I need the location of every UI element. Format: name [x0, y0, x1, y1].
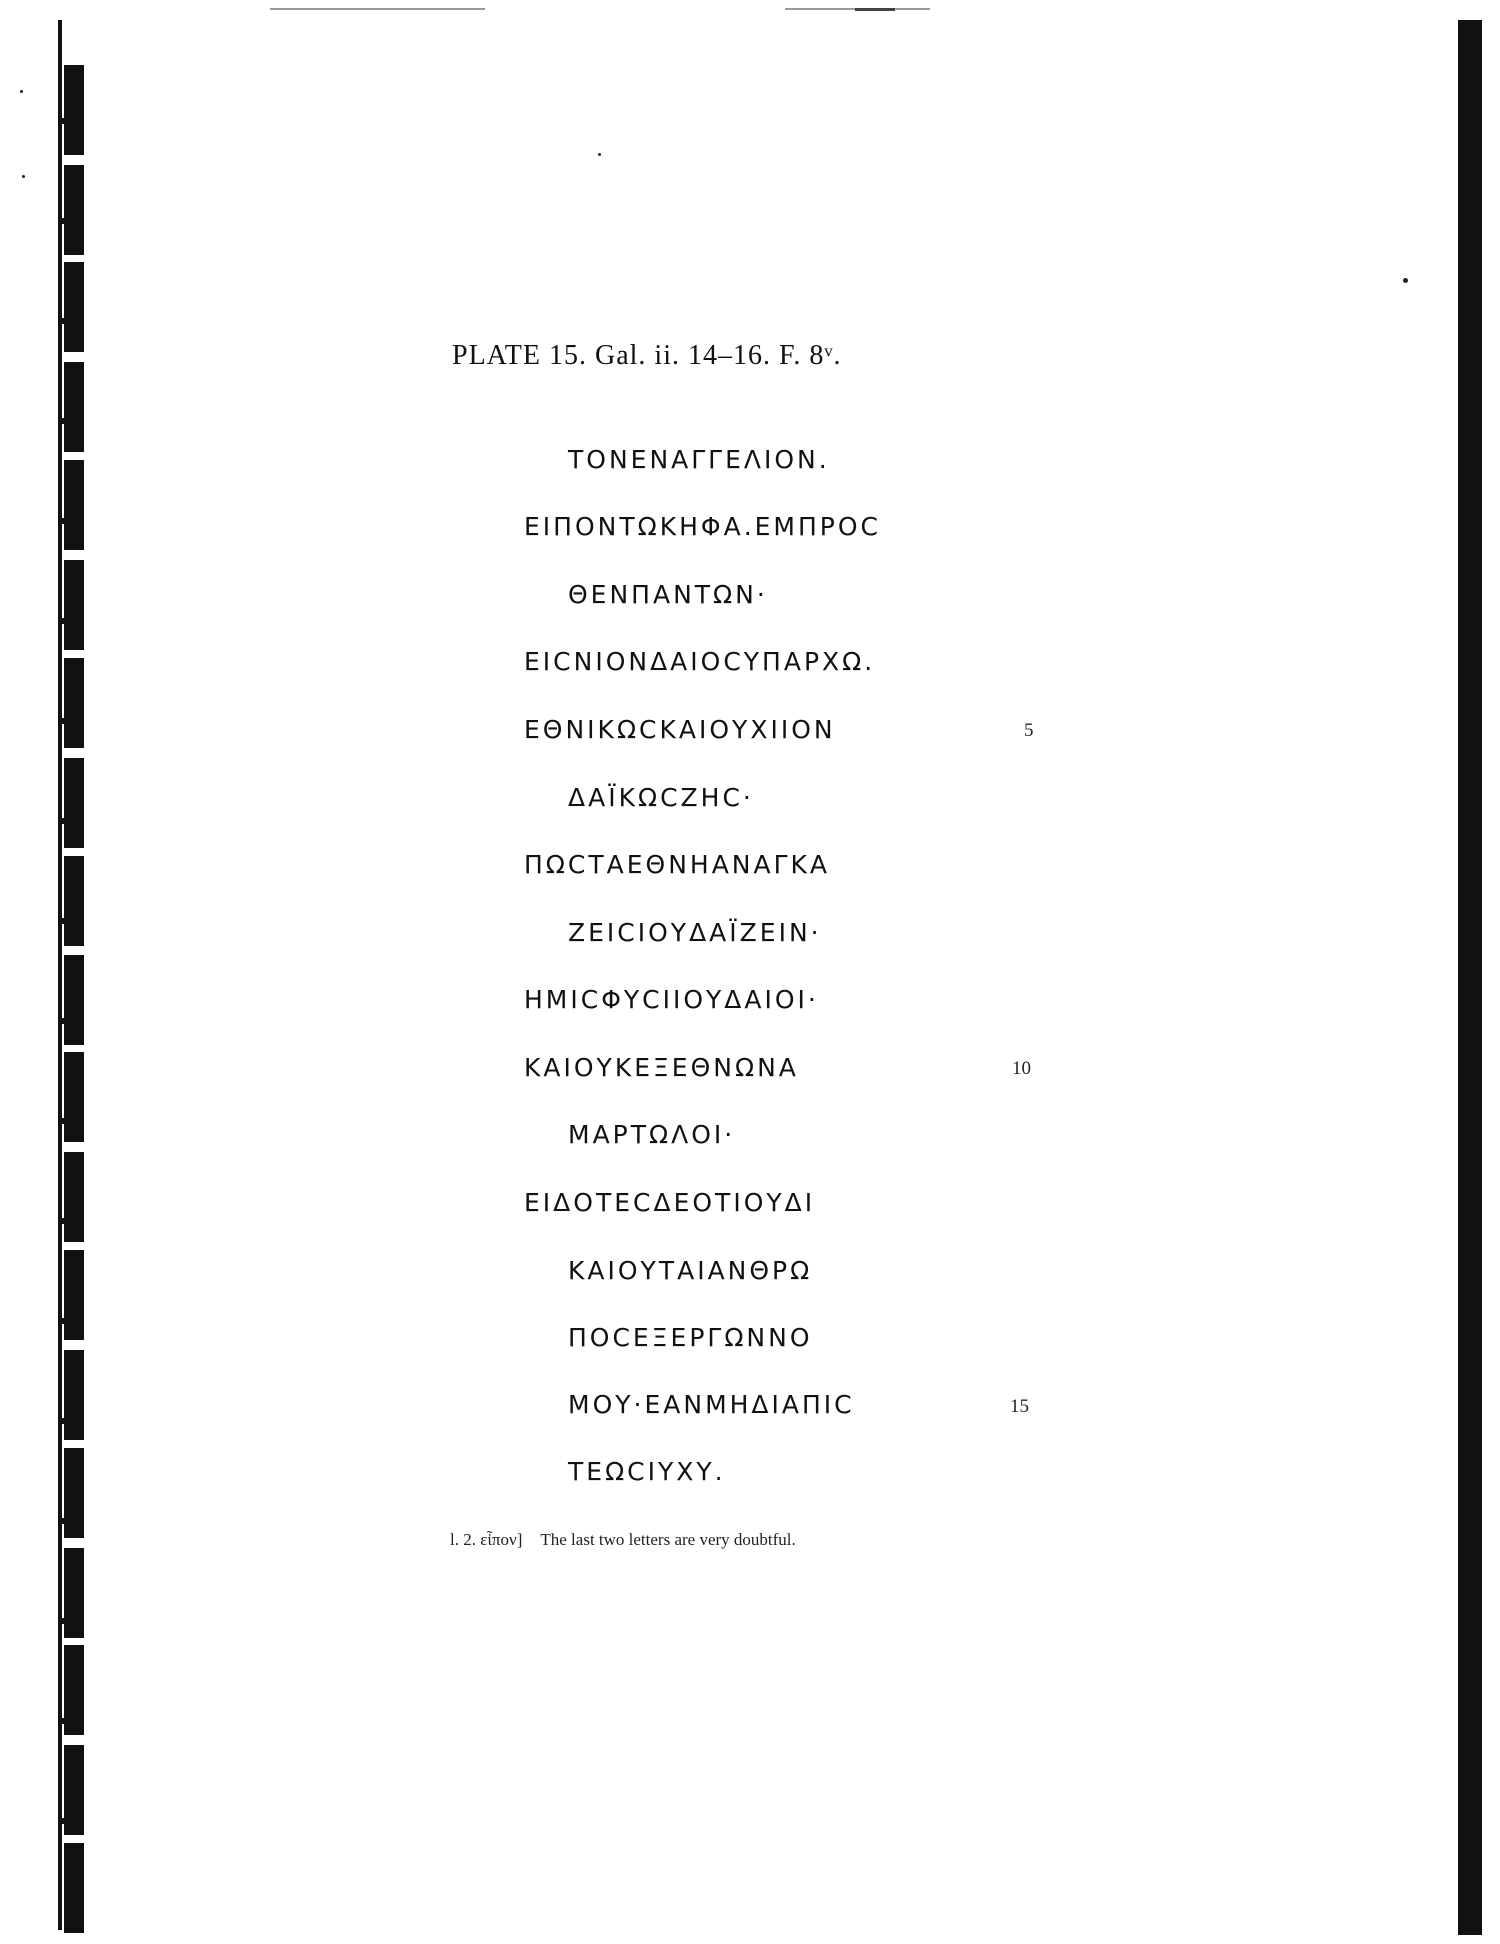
footnote-ref: l. 2. εἶπον]	[450, 1530, 523, 1549]
line-number-15: 15	[1010, 1396, 1029, 1417]
binding-block	[64, 1152, 84, 1242]
binding-notch	[58, 818, 70, 824]
stray-dot	[22, 175, 25, 178]
text-line-7: ΠΩϹΤΑΕΘΝΗΑΝΑΓΚΑ	[524, 850, 831, 879]
text-line-6: ΔΑΪΚΩϹΖΗϹ·	[568, 783, 754, 812]
plate-title: PLATE 15. Gal. ii. 14–16. F. 8ᵛ.	[452, 340, 842, 371]
text-line-8: ΖΕΙϹΙΟΥΔΑΪΖΕΙΝ·	[568, 918, 822, 947]
binding-notch	[58, 118, 70, 124]
binding-block	[64, 1350, 84, 1440]
binding-notch	[58, 318, 70, 324]
binding-notch	[58, 1618, 70, 1624]
text-line-10: ΚΑΙΟΥΚΕΞΕΘΝΩΝΑ	[524, 1053, 799, 1082]
text-line-2: ΕΙΠΟΝΤΩΚΗΦΑ.ΕΜΠΡΟϹ	[524, 512, 882, 541]
binding-block	[64, 362, 84, 452]
text-line-15: ΜΟΥ·ΕΑΝΜΗΔΙΑΠΙϹ	[568, 1390, 855, 1419]
binding-notch	[58, 1118, 70, 1124]
binding-block	[64, 1448, 84, 1538]
binding-notch	[58, 1018, 70, 1024]
binding-notch	[58, 618, 70, 624]
footnote-text: The last two letters are very doubtful.	[540, 1530, 796, 1549]
text-line-3: ΘΕΝΠΑΝΤΩΝ·	[568, 580, 768, 609]
binding-block	[64, 955, 84, 1045]
binding-notch	[58, 1718, 70, 1724]
text-line-11: ΜΑΡΤΩΛΟΙ·	[568, 1120, 736, 1149]
top-rule-left	[270, 8, 485, 10]
text-line-13: ΚΑΙΟΥΤΑΙΑΝΘΡΩ	[568, 1256, 813, 1285]
text-line-4: ΕΙϹΝΙΟΝΔΑΙΟϹΥΠΑΡΧΩ.	[524, 647, 876, 676]
binding-block	[64, 1843, 84, 1933]
binding-notch	[58, 1818, 70, 1824]
binding-notch	[58, 518, 70, 524]
binding-notch	[58, 1518, 70, 1524]
binding-notch	[58, 418, 70, 424]
binding-block	[64, 856, 84, 946]
line-number-10: 10	[1012, 1058, 1031, 1079]
binding-block	[64, 262, 84, 352]
binding-block	[64, 460, 84, 550]
binding-block	[64, 1548, 84, 1638]
text-line-16: ΤΕΩϹΙΥΧΥ.	[568, 1457, 726, 1486]
text-line-12: ΕΙΔΟΤΕϹΔΕΟΤΙΟΥΔΙ	[524, 1188, 816, 1217]
binding-block	[64, 1250, 84, 1340]
binding-notch	[58, 218, 70, 224]
binding-block	[64, 658, 84, 748]
text-line-1: ΤΟΝΕΝΑΓΓΕΛΙΟΝ.	[568, 445, 830, 474]
footnote	[450, 1530, 796, 1550]
text-line-5: ΕΘΝΙΚΩϹΚΑΙΟΥΧΙΙΟΝ	[524, 715, 836, 744]
stray-dot	[20, 90, 23, 93]
top-rule-mark	[855, 8, 895, 11]
binding-block	[64, 560, 84, 650]
stray-dot	[1403, 278, 1408, 283]
binding-notch	[58, 1418, 70, 1424]
right-page-edge	[1458, 20, 1482, 1935]
binding-block	[64, 165, 84, 255]
binding-block	[64, 65, 84, 155]
text-line-14: ΠΟϹΕΞΕΡΓΩΝΝΟ	[568, 1323, 813, 1352]
binding-block	[64, 758, 84, 848]
binding-notch	[58, 718, 70, 724]
binding-notch	[58, 1218, 70, 1224]
binding-notch	[58, 1318, 70, 1324]
binding-block	[64, 1052, 84, 1142]
line-number-5: 5	[1024, 720, 1034, 741]
stray-dot	[598, 153, 601, 156]
text-line-9: ΗΜΙϹΦΥϹΙΙΟΥΔΑΙΟΙ·	[524, 985, 819, 1014]
binding-notch	[58, 918, 70, 924]
